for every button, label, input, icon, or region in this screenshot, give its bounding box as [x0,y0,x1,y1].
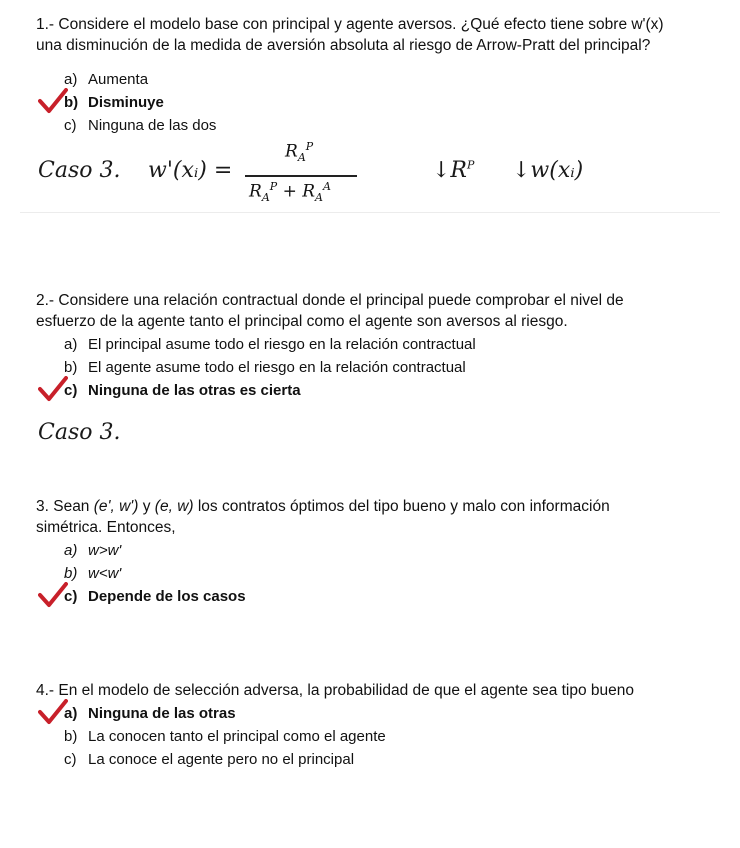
fraction-numerator: $R_A^P$ [285,140,314,165]
q2-option-b[interactable] [64,358,466,378]
question-3-line-2: simétrica. Entonces, [36,519,176,536]
q2-option-c-text: Ninguna de las otras es cierta [88,382,301,399]
question-1 [36,14,716,56]
q4-option-c[interactable] [64,750,354,770]
question-4 [36,680,716,701]
q3-option-b-text: w<w' [88,565,122,582]
question-3 [36,496,716,538]
fraction-bar [245,175,357,177]
handwritten-down-rp: $↓R^P$ [432,158,475,183]
q3-option-a[interactable] [64,541,121,561]
q4-option-a-text: Ninguna de las otras [88,705,236,722]
handwritten-caso-2: Caso 3. [38,420,121,445]
q4-option-a[interactable] [64,704,236,724]
q2-option-b-letter: b) [64,359,78,376]
question-1-line-2: una disminución de la medida de aversión absoluta al riesgo de Arrow-Pratt del principal? [36,37,651,54]
q3-option-a-letter: a) [64,542,78,559]
q1-option-b[interactable] [64,93,164,113]
q3-option-b-letter: b) [64,565,78,582]
divider [20,212,720,213]
fraction-denominator: $R_A^P + R_A^A$ [249,180,331,205]
handwritten-fraction [245,140,357,210]
handwritten-down-w: ↓w(xᵢ) [512,158,584,183]
q2-option-b-text: El agente asume todo el riesgo en la relación contractual [88,359,466,376]
q1-option-a[interactable] [64,70,148,90]
q2-option-c-letter: c) [64,382,78,399]
q1-option-c-letter: c) [64,117,77,134]
q4-option-c-letter: c) [64,751,77,768]
q4-option-c-text: La conoce el agente pero no el principal [88,751,355,768]
q4-option-b-text: La conocen tanto el principal como el agente [88,728,386,745]
q1-option-b-text: Disminuye [88,94,164,111]
q1-option-a-letter: a) [64,71,78,88]
q3-option-c[interactable] [64,587,246,607]
handwritten-w-prime: w'(xᵢ) = [148,158,233,183]
question-1-line-1: 1.- Considere el modelo base con principal y agente aversos. ¿Qué efecto tiene sobre w'(x) [36,16,664,33]
q2-option-a[interactable] [64,335,476,355]
q1-option-c-text: Ninguna de las dos [88,117,217,134]
question-3-line-1: 3. Sean (e', w') y (e, w) los contratos óptimos del tipo bueno y malo con información [36,498,610,515]
q3-option-c-letter: c) [64,588,78,605]
question-4-line-1: 4.- En el modelo de selección adversa, la probabilidad de que el agente sea tipo bueno [36,682,635,699]
q4-option-b[interactable] [64,727,386,747]
q4-option-b-letter: b) [64,728,78,745]
q2-option-a-text: El principal asume todo el riesgo en la relación contractual [88,336,476,353]
q3-option-a-text: w>w' [88,542,122,559]
q2-option-a-letter: a) [64,336,78,353]
q3-option-c-text: Depende de los casos [88,588,246,605]
q3-option-b[interactable] [64,564,121,584]
q4-option-a-letter: a) [64,705,78,722]
q2-option-c[interactable] [64,381,301,401]
q1-option-a-text: Aumenta [88,71,149,88]
question-2-line-2: esfuerzo de la agente tanto el principal como el agente son aversos al riesgo. [36,313,568,330]
q1-option-c[interactable] [64,116,216,136]
handwritten-caso-1: Caso 3. [38,158,121,183]
question-2-line-1: 2.- Considere una relación contractual donde el principal puede comprobar el nivel de [36,292,624,309]
q1-option-b-letter: b) [64,94,79,111]
question-2 [36,290,716,332]
